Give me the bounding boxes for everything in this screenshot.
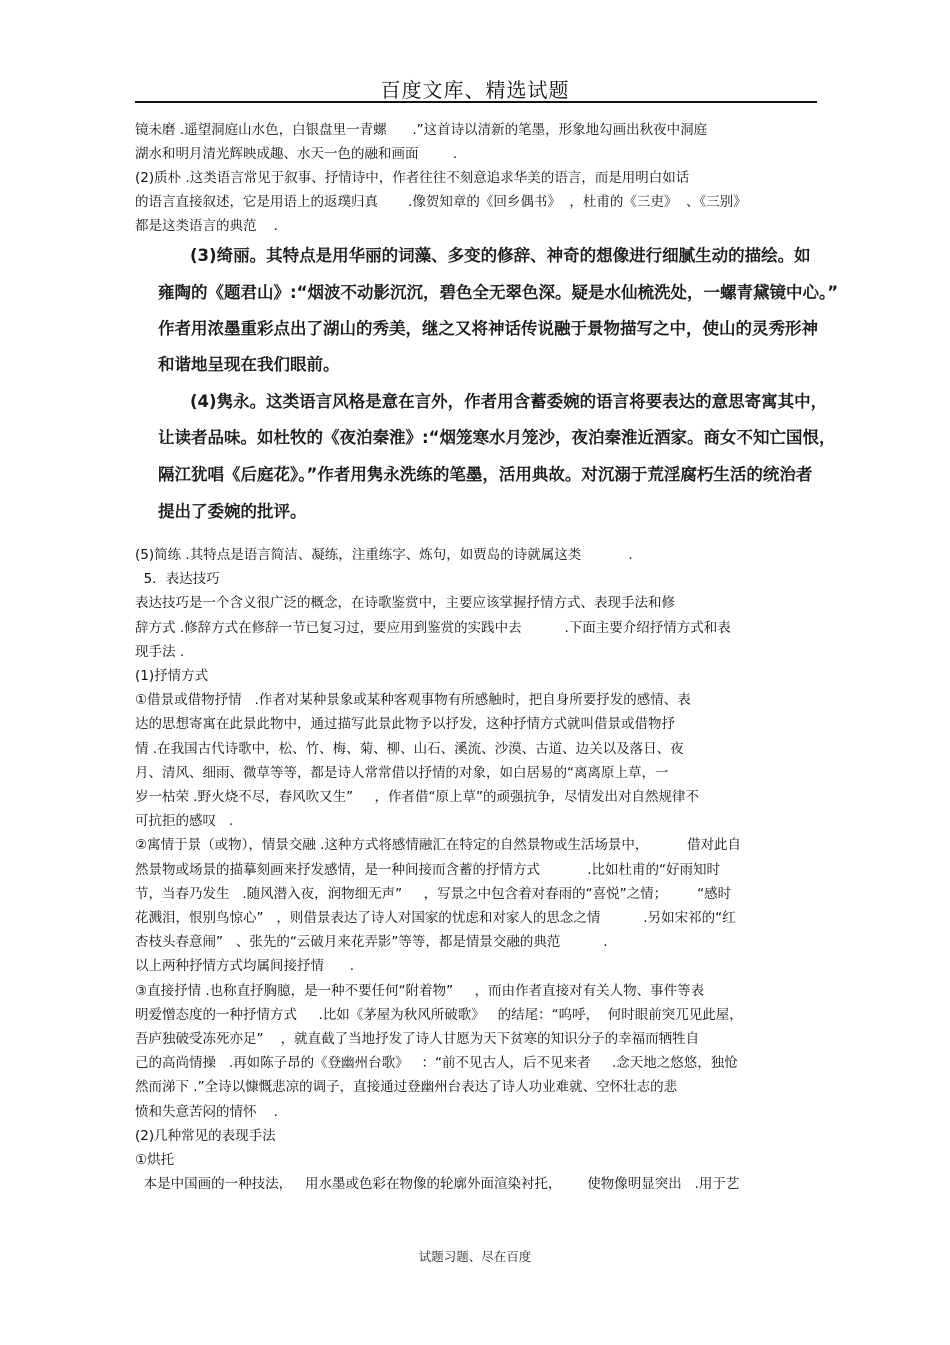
text-line: 以上两种抒情方式均属间接抒情 . [135, 958, 355, 975]
image-text-line: 让读者品味。如杜牧的《夜泊秦淮》:“烟笼寒水月笼沙，夜泊秦淮近酒家。商女不知亡国恨， [158, 428, 836, 447]
scanned-text-image [150, 245, 839, 535]
text-line: 愤和失意苦闷的情怀 . [135, 1103, 278, 1120]
text-line: 辞方式 .修辞方式在修辞一节已复习过，要应用到鉴赏的实践中去 .下面主要介绍抒情方式和表 [135, 619, 731, 636]
image-text-line: (4)隽永。这类语言风格是意在言外，作者用含蓄委婉的语言将要表达的意思寄寓其中， [190, 392, 828, 411]
image-text-line: 雍陶的《题君山》:“烟波不动影沉沉，碧色全无翠色深。疑是水仙梳洗处，一螺青黛镜中心。” [158, 283, 839, 302]
text-line: ①烘托 [135, 1152, 175, 1168]
text-line: 月、清风、细雨、微草等等，都是诗人常常借以抒情的对象，如白居易的“离离原上草，一 [135, 764, 669, 781]
text-line: 都是这类语言的典范 . [135, 218, 278, 234]
text-line: 然而涕下 .”全诗以慷慨悲凉的调子，直接通过登幽州台表达了诗人功业难就、空怀壮志的悲 [135, 1079, 678, 1096]
text-line: (2)几种常见的表现手法 [135, 1127, 276, 1144]
text-line: 节，当春乃发生 .随风潜入夜，润物细无声” ，写景之中包含着对春雨的“喜悦”之情； “感时 [135, 885, 732, 902]
text-line: 己的高尚情操 .再如陈子昂的《登幽州台歌》 ：“前不见古人，后不见来者 .念天地之悠悠，独怆 [135, 1055, 738, 1072]
image-text-line: 作者用浓墨重彩点出了湖山的秀美，继之又将神话传说融于景物描写之中，使山的灵秀形神 [158, 319, 818, 338]
image-text-line: (3)绮丽。其特点是用华丽的词藻、多变的修辞、神奇的想像进行细腻生动的描绘。如 [190, 246, 811, 265]
text-line: ③直接抒情 .也称直抒胸臆，是一种不要任何“附着物” ，而由作者直接对有关人物、事件等表 [135, 982, 705, 999]
text-line: 吾庐独破受冻死亦足” ，就直截了当地抒发了诗人甘愿为天下贫寒的知识分子的幸福而牺牲自 [135, 1031, 700, 1047]
text-line: 现手法 . [135, 643, 185, 660]
image-text-line: 提出了委婉的批评。 [158, 502, 307, 521]
text-line: 镜未磨 .遥望洞庭山水色，白银盘里一青螺 .”这首诗以清新的笔墨，形象地勾画出秋夜中洞庭 [135, 122, 708, 138]
text-line: (1)抒情方式 [135, 668, 209, 684]
page-header-title: 百度文库、精选试题 [380, 78, 570, 102]
text-line: 本是中国画的一种技法， 用水墨或色彩在物像的轮廓外面渲染衬托， 使物像明显突出 .用于艺 [135, 1176, 740, 1193]
text-line: (2)质朴 .这类语言常见于叙事、抒情诗中，作者往往不刻意追求华美的语言，而是用明白如话 [135, 170, 690, 186]
text-line: ②寓情于景（或物），情景交融 .这种方式将感情融汇在特定的自然景物或生活场景中， 借对此自 [135, 837, 742, 854]
text-line: 5．表达技巧 [135, 571, 220, 588]
text-line: 然景物或场景的描摹刻画来抒发感情，是一种间接而含蓄的抒情方式 .比如杜甫的“好雨知时 [135, 861, 720, 878]
image-text-line: 和谐地呈现在我们眼前。 [158, 355, 340, 374]
text-line: 明爱憎态度的一种抒情方式 .比如《茅屋为秋风所破歌》 的结尾：“呜呼， 何时眼前突兀见此屋， [135, 1006, 743, 1023]
header-divider [135, 101, 817, 103]
text-line: 达的思想寄寓在此景此物中，通过描写此景此物予以抒发，这种抒情方式就叫借景或借物抒 [135, 716, 675, 733]
text-line: 岁一枯荣 .野火烧不尽，春风吹又生” ，作者借“原上草”的顽强抗争，尽情发出对自然规律不 [135, 789, 700, 805]
text-line: 花溅泪，恨别鸟惊心” ，则借景表达了诗人对国家的忧虑和对家人的思念之情 .另如宋祁的“红 [135, 910, 736, 926]
text-line: 湖水和明月清光辉映成趣、水天一色的融和画面 . [135, 146, 458, 162]
text-line: 杏枝头春意闹” 、张先的“云破月来花弄影”等等，都是情景交融的典范 . [135, 934, 608, 951]
page-footer: 试题习题、尽在百度 [418, 1249, 532, 1264]
text-line: 的语言直接叙述，它是用语上的返璞归真 .像贺知章的《回乡偶书》 ，杜甫的《三吏》 、《三别》 [135, 194, 747, 210]
text-line: 情 .在我国古代诗歌中，松、竹、梅、菊、柳、山石、溪流、沙漠、古道、边关以及落日、夜 [135, 740, 684, 757]
image-text-line: 隔江犹唱《后庭花》。”作者用隽永洗练的笔墨，活用典故。对沉溺于荒淫腐朽生活的统治者 [158, 465, 813, 484]
text-line: (5)简练 .其特点是语言简洁、凝练，注重练字、炼句，如贾岛的诗就属这类 . [135, 547, 633, 563]
text-line: 表达技巧是一个含义很广泛的概念，在诗歌鉴赏中，主要应该掌握抒情方式、表现手法和修 [135, 595, 675, 612]
text-line: 可抗拒的感叹 . [135, 813, 234, 830]
text-line: ①借景或借物抒情 .作者对某种景象或某种客观事物有所感触时，把自身所要抒发的感情、表 [135, 692, 691, 709]
